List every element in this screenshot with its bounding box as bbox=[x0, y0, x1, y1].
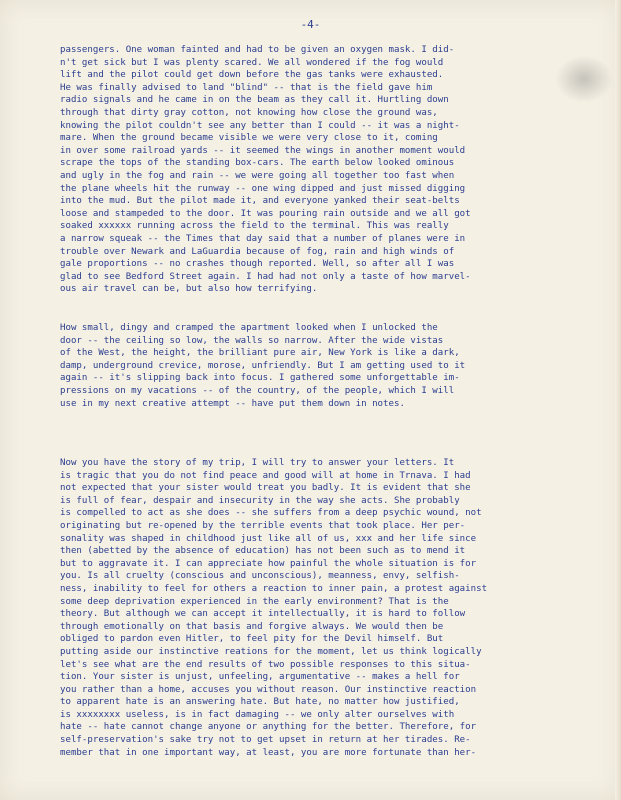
text-line: trouble over Newark and LaGuardia because of fog, rain and high winds of bbox=[60, 246, 455, 257]
text-line: the plane wheels hit the runway -- one wing dipped and just missed digging bbox=[60, 183, 466, 194]
text-line: obliged to pardon even Hitler, to feel pity for the Devil himself. But bbox=[60, 634, 444, 645]
text-line: again -- it's slipping back into focus. I gathered some unforgettable im- bbox=[60, 373, 460, 384]
text-line: loose and stampeded to the door. It was pouring rain outside and we all got bbox=[60, 208, 471, 219]
text-line: of the West, the height, the brilliant pure air, New York is like a dark, bbox=[60, 348, 460, 359]
text-line: a narrow squeak -- the Times that day said that a number of planes were in bbox=[60, 233, 466, 244]
text-line: mare. When the ground became visible we were very close to it, coming bbox=[60, 133, 438, 144]
text-line: is compelled to act as she does -- she suffers from a deep psychic wound, not bbox=[60, 508, 482, 519]
text-line: passengers. One woman fainted and had to be given an oxygen mask. I did- bbox=[60, 45, 455, 55]
text-line: putting aside our instinctive reations for the moment, let us think logically bbox=[60, 646, 482, 657]
text-line: pressions on my vacations -- of the country, of the people, which I will bbox=[60, 385, 455, 396]
page-number: -4- bbox=[300, 18, 321, 31]
text-line: not expected that your sister would treat you badly. It is evident that she bbox=[60, 483, 471, 494]
text-line: door -- the ceiling so low, the walls so narrow. After the wide vistas bbox=[60, 335, 444, 346]
text-line: damp, underground crevice, morose, unfriendly. But I am getting used to it bbox=[60, 360, 466, 371]
text-line: Now you have the story of my trip, I will try to answer your letters. It bbox=[60, 458, 455, 468]
text-line: lift and the pilot could get down before the gas tanks were exhausted. bbox=[60, 70, 444, 81]
text-line: some deep deprivation experienced in the early environment? That is the bbox=[60, 596, 449, 607]
text-line: scrape the tops of the standing box-cars. The earth below looked ominous bbox=[60, 158, 455, 169]
text-line: to apparent hate is an answering hate. But hate, no matter how justified, bbox=[60, 697, 460, 708]
text-line: is full of fear, despair and insecurity in the way she acts. She probably bbox=[60, 495, 460, 506]
text-line: through emotionally on that basis and forgive always. We would then be bbox=[60, 621, 444, 632]
text-line: but to aggravate it. I can appreciate how painful the whole situation is for bbox=[60, 558, 477, 569]
text-line: and ugly in the fog and rain -- we were going all together too fast when bbox=[60, 170, 455, 181]
text-line: knowing the pilot couldn't see any better than I could -- it was a night- bbox=[60, 120, 460, 131]
text-line: you rather than a home, accuses you without reason. Our instinctive reaction bbox=[60, 684, 477, 695]
text-line: radio signals and he came in on the beam as they call it. Hurtling down bbox=[60, 95, 449, 106]
paragraph-apartment bbox=[60, 322, 600, 410]
text-line: How small, dingy and cramped the apartment looked when I unlocked the bbox=[60, 323, 438, 333]
paragraph-flight bbox=[60, 44, 600, 296]
text-line: use in my next creative attempt -- have put them down in notes. bbox=[60, 398, 405, 409]
text-line: gale proportions -- no crashes though reported. Well, so after all I was bbox=[60, 259, 455, 270]
text-line: originating but re-opened by the terrible events that took place. Her per- bbox=[60, 520, 466, 531]
text-line: He was finally advised to land "blind" -- that is the field gave him bbox=[60, 82, 433, 93]
text-line: then (abetted by the absence of education) has not been such as to mend it bbox=[60, 546, 466, 557]
text-line: is tragic that you do not find peace and good will at home in Trnava. I had bbox=[60, 470, 471, 481]
text-line: ous air travel can be, but also how terrifying. bbox=[60, 284, 318, 295]
text-line: into the mud. But the pilot made it, and everyone yanked their seat-belts bbox=[60, 196, 460, 207]
paragraph-letter-reply bbox=[60, 457, 600, 759]
text-line: in over some railroad yards -- it seemed the wings in another moment would bbox=[60, 145, 466, 156]
text-line: tion. Your sister is unjust, unfeeling, argumentative -- makes a hell for bbox=[60, 672, 460, 683]
text-line: you. Is all cruelty (conscious and unconscious), meanness, envy, selfish- bbox=[60, 571, 460, 582]
text-line: is xxxxxxxx useless, is in fact damaging -- we only alter ourselves with bbox=[60, 709, 455, 720]
paper-edge bbox=[615, 0, 621, 800]
text-line: sonality was shaped in childhood just like all of us, xxx and her life since bbox=[60, 533, 477, 544]
text-line: let's see what are the end results of two possible responses to this situa- bbox=[60, 659, 471, 670]
text-line: ness, inability to feel for others a reaction to inner pain, a protest against bbox=[60, 583, 488, 594]
text-line: member that in one important way, at least, you are more fortunate than her- bbox=[60, 747, 477, 758]
text-line: soaked xxxxxx running across the field to the terminal. This was really bbox=[60, 221, 449, 232]
text-line: self-preservation's sake try not to get upset in return at her tirades. Re- bbox=[60, 735, 471, 746]
text-line: hate -- hate cannot change anyone or anything for the better. Therefore, for bbox=[60, 722, 477, 733]
text-line: theory. But although we can accept it intellectually, it is hard to follow bbox=[60, 609, 466, 620]
text-line: glad to see Bedford Street again. I had had not only a taste of how marvel- bbox=[60, 271, 471, 282]
text-line: through that dirty gray cotton, not knowing how close the ground was, bbox=[60, 107, 438, 118]
text-line: n't get sick but I was plenty scared. We all wondered if the fog would bbox=[60, 57, 444, 68]
